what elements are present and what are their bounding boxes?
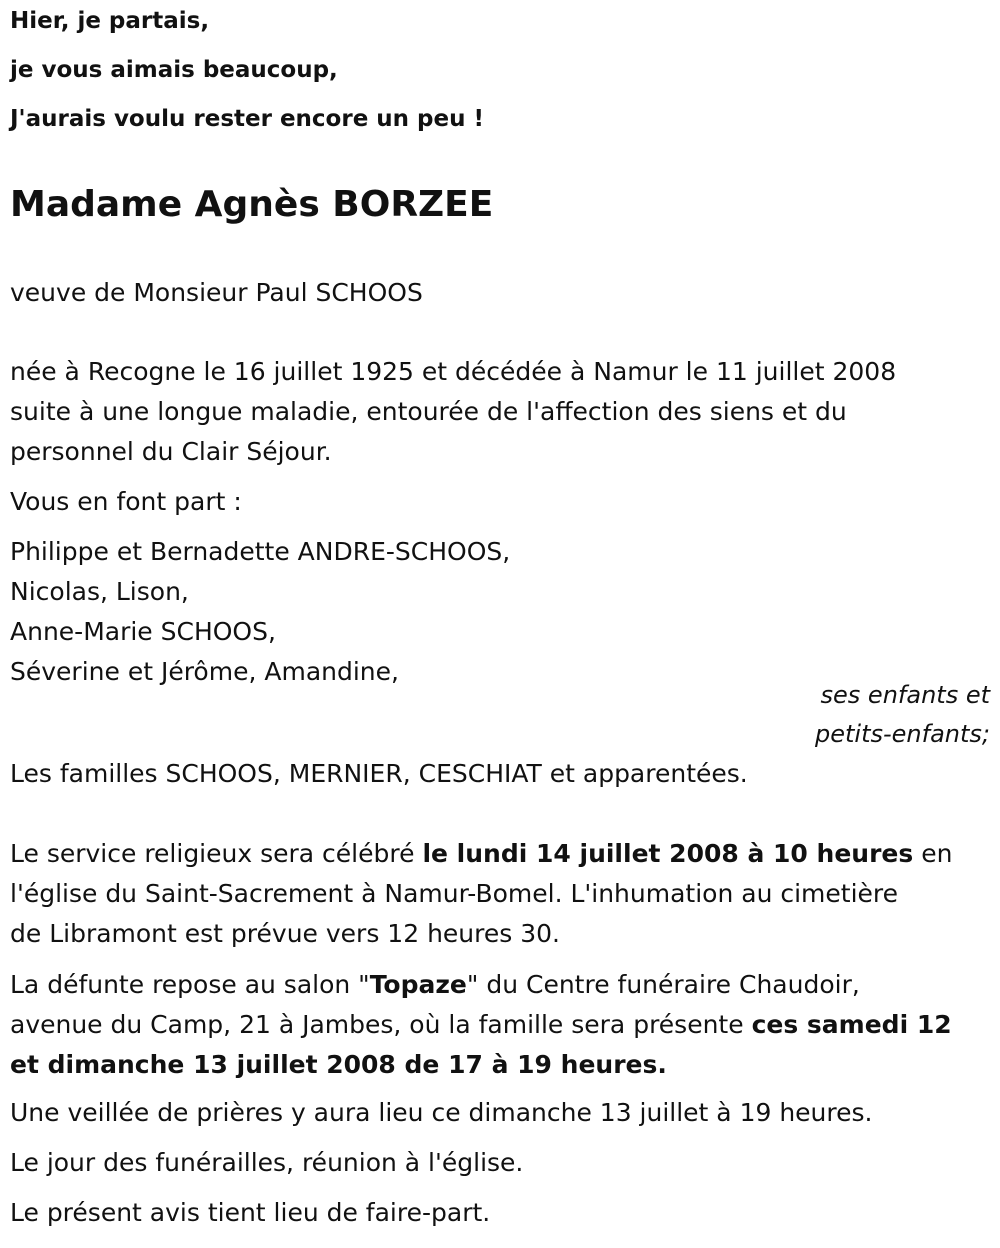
family-list	[10, 532, 990, 692]
rest-text-3: avenue du Camp, 21 à Jambes, où la famille sera présente	[10, 1010, 752, 1039]
widow-of: veuve de Monsieur Paul SCHOOS	[10, 278, 423, 307]
salon-name: Topaze	[369, 970, 467, 999]
rest-text-2: " du Centre funéraire Chaudoir,	[466, 970, 860, 999]
family-line-4: Séverine et Jérôme, Amandine,	[10, 657, 399, 686]
service-text-2: en	[913, 839, 953, 868]
poem-line-2: je vous aimais beaucoup,	[10, 57, 338, 83]
family-line-2: Nicolas, Lison,	[10, 577, 189, 606]
notice-line: Le présent avis tient lieu de faire-part.	[10, 1198, 491, 1227]
visit-dates-1: ces samedi 12	[751, 1010, 952, 1039]
birth-death-line-1: née à Recogne le 16 juillet 1925 et décédée à Namur le 11 juillet 2008	[10, 357, 897, 386]
rest-text-1: La défunte repose au salon "	[10, 970, 370, 999]
funeral-meeting-line: Le jour des funérailles, réunion à l'église.	[10, 1148, 524, 1177]
rest-line-2	[10, 1005, 990, 1045]
family-relation-line-1: ses enfants et	[820, 681, 990, 709]
service-text-1: Le service religieux sera célébré	[10, 839, 423, 868]
rest-line-3	[10, 1045, 990, 1085]
family-line-1: Philippe et Bernadette ANDRE-SCHOOS,	[10, 537, 511, 566]
birth-death-line-3: personnel du Clair Séjour.	[10, 437, 332, 466]
poem-line-3: J'aurais voulu rester encore un peu !	[10, 106, 484, 132]
deceased-name: Madame Agnès BORZEE	[10, 184, 494, 225]
service-paragraph	[10, 834, 990, 954]
poem-line-1: Hier, je partais,	[10, 8, 210, 34]
visit-dates-2: et dimanche 13 juillet 2008 de 17 à 19 heures.	[10, 1050, 667, 1079]
family-relation-line-2: petits-enfants;	[815, 720, 990, 748]
poem	[10, 0, 990, 132]
birth-death-paragraph	[10, 352, 990, 472]
service-line-2: l'église du Saint-Sacrement à Namur-Bomel. L'inhumation au cimetière	[10, 879, 899, 908]
service-date: le lundi 14 juillet 2008 à 10 heures	[422, 839, 914, 868]
announce-intro: Vous en font part :	[10, 487, 242, 516]
family-line-3: Anne-Marie SCHOOS,	[10, 617, 276, 646]
vigil-line: Une veillée de prières y aura lieu ce dimanche 13 juillet à 19 heures.	[10, 1098, 873, 1127]
rest-line-1	[10, 965, 990, 1005]
family-relation	[10, 676, 990, 754]
service-line-1	[10, 834, 990, 874]
families-line: Les familles SCHOOS, MERNIER, CESCHIAT et apparentées.	[10, 759, 748, 788]
rest-paragraph	[10, 965, 990, 1085]
birth-death-line-2: suite à une longue maladie, entourée de l'affection des siens et du	[10, 397, 847, 426]
service-line-3: de Libramont est prévue vers 12 heures 30.	[10, 919, 560, 948]
